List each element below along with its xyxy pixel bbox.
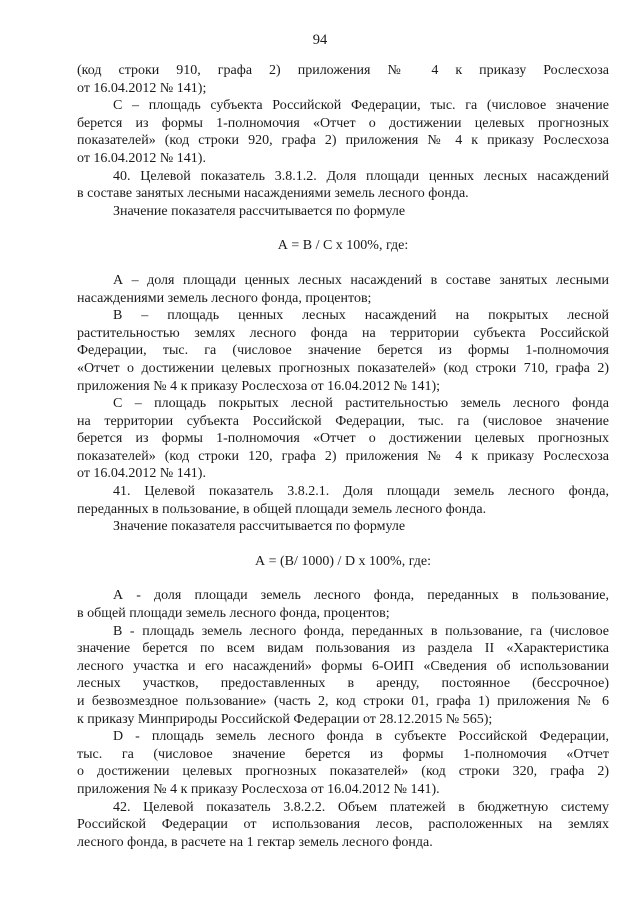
text-line: лесных участков, предоставленных в аренду, постоянное (бессрочное): [77, 676, 609, 692]
text-line: С – площадь покрытых лесной растительностью земель лесного фонда: [113, 396, 609, 412]
text-line: приложения № 4 к приказу Рослесхоза от 16.04.2012 № 141);: [77, 378, 441, 394]
formula-2: А = (В/ 1000) / D х 100%, где:: [255, 553, 431, 569]
text-line: 41. Целевой показатель 3.8.2.1. Доля площади земель лесного фонда,: [113, 484, 609, 500]
text-line: Федерации, тыс. га (числовое значение берется из формы 1-полномочия: [77, 343, 609, 359]
text-line: в общей площади земель лесного фонда, процентов;: [77, 606, 390, 622]
text-line: значение берется по всем видам пользования из раздела II «Характеристика: [77, 641, 609, 657]
text-line: в составе занятых лесными насаждениями земель лесного фонда.: [77, 186, 469, 202]
text-line: тыс. га (числовое значение берется из формы 1-полномочия «Отчет: [77, 746, 609, 762]
text-line: D - площадь земель лесного фонда в субъекте Российской Федерации,: [113, 729, 609, 745]
text-line: Значение показателя рассчитывается по формуле: [113, 519, 406, 535]
text-line: А – доля площади ценных лесных насаждений в составе занятых лесными: [113, 272, 609, 288]
text-line: лесного фонда, в расчете на 1 гектар земель лесного фонда.: [77, 834, 433, 850]
text-line: Значение показателя рассчитывается по формуле: [113, 203, 406, 219]
text-line: 40. Целевой показатель 3.8.1.2. Доля площади ценных лесных насаждений: [113, 168, 609, 184]
text-line: А - доля площади земель лесного фонда, переданных в пользование,: [113, 588, 609, 604]
text-line: переданных в пользование, в общей площади земель лесного фонда.: [77, 501, 487, 517]
text-line: «Отчет о достижении целевых прогнозных показателей» (код строки 710, графа 2): [77, 360, 609, 376]
text-line: берется из формы 1-полномочия «Отчет о достижении целевых прогнозных: [77, 431, 609, 447]
text-line: на территории субъекта Российской Федерации, тыс. га (числовое значение: [77, 413, 609, 429]
text-line: о достижении целевых прогнозных показателей» (код строки 320, графа 2): [77, 764, 609, 780]
text-line: и безвозмездное пользование» (часть 2, код строки 01, графа 1) приложения № 6: [77, 694, 609, 709]
text-line: растительностью землях лесного фонда на территории субъекта Российской: [77, 325, 609, 341]
text-line: берется из формы 1-полномочия «Отчет о достижении целевых прогнозных: [77, 115, 609, 131]
text-line: от 16.04.2012 № 141).: [77, 466, 206, 482]
text-line: показателей» (код строки 120, графа 2) приложения № 4 к приказу Рослесхоза: [77, 448, 609, 464]
text-line: приложения № 4 к приказу Рослесхоза от 16.04.2012 № 141).: [77, 781, 440, 797]
text-line: от 16.04.2012 № 141).: [77, 150, 206, 166]
text-line: насаждениями земель лесного фонда, процентов;: [77, 290, 372, 306]
text-line: Российской Федерации от использования лесов, расположенных на землях: [77, 817, 609, 833]
text-line: 42. Целевой показатель 3.8.2.2. Объем платежей в бюджетную систему: [113, 799, 609, 815]
text-line: В – площадь ценных лесных насаждений на покрытых лесной: [113, 308, 609, 324]
text-line: С – площадь субъекта Российской Федерации, тыс. га (числовое значение: [113, 98, 609, 114]
formula-1: А = В / С х 100%, где:: [277, 238, 409, 254]
text-line: к приказу Минприроды Российской Федерации от 28.12.2015 № 565);: [77, 711, 493, 727]
document-body: [77, 62, 609, 851]
page-number: 94: [312, 32, 328, 48]
text-line: лесного участка и его насаждений» формы 6-ОИП «Сведения об использовании: [77, 658, 609, 674]
text-line: от 16.04.2012 № 141);: [77, 80, 207, 96]
text-line: показателей» (код строки 920, графа 2) приложения № 4 к приказу Рослесхоза: [77, 133, 609, 149]
text-line: (код строки 910, графа 2) приложения № 4 к приказу Рослесхоза: [77, 63, 609, 78]
text-line: В - площадь земель лесного фонда, переданных в пользование, га (числовое: [113, 623, 609, 639]
